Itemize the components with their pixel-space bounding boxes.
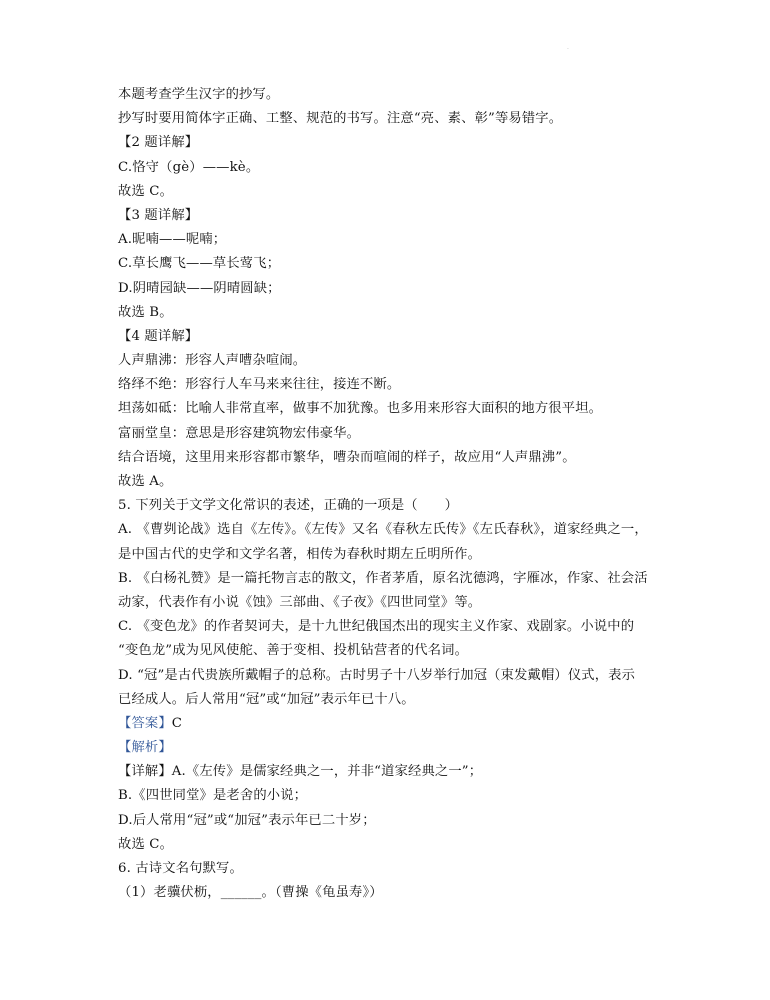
- answer-tag: 【答案】: [118, 715, 172, 731]
- text-line: C.草长鹰飞——草长莺飞；: [118, 256, 281, 272]
- option-c-cont: “变色龙”成为见风使舵、善于变相、投机钻营者的代名词。: [118, 643, 469, 659]
- option-a-cont: 是中国古代的史学和文学名著，相传为春秋时期左丘明所作。: [118, 546, 482, 562]
- text-line: 坦荡如砥：比喻人非常直率，做事不加犹豫。也多用来形容大面积的地方很平坦。: [118, 401, 603, 417]
- text-line: 故选 C。: [118, 183, 174, 199]
- text-line: 【详解】A.《左传》是儒家经典之一，并非“道家经典之一”；: [118, 764, 483, 780]
- option-b-cont: 动家，代表作有小说《蚀》三部曲、《子夜》《四世同堂》等。: [118, 594, 482, 610]
- blank-suffix: 。（曹操《龟虽寿》）: [261, 885, 383, 901]
- option-a: A. 《曹刿论战》选自《左传》。《左传》又名《春秋左氏传》《左氏春秋》，道家经典之一，: [118, 522, 648, 538]
- question-stem: 5. 下列关于文学文化常识的表述，正确的一项是（ ）: [118, 498, 459, 514]
- document-body: [118, 83, 663, 905]
- section-heading: 【2 题详解】: [118, 135, 199, 151]
- question-stem: 6. 古诗文名句默写。: [118, 861, 243, 876]
- text-line: 结合语境，这里用来形容都市繁华，嘈杂而喧闹的样子，故应用“人声鼎沸”。: [118, 449, 576, 465]
- text-line: 富丽堂皇：意思是形容建筑物宏伟豪华。: [118, 425, 361, 441]
- section-heading: 【4 题详解】: [118, 328, 199, 344]
- text-line: 本题考查学生汉字的抄写。: [118, 87, 280, 102]
- text-line: A.昵喃——呢喃；: [118, 232, 227, 248]
- answer-blank: ______: [220, 885, 262, 901]
- analysis-tag: 【解析】: [118, 740, 172, 756]
- option-d-cont: 已经成人。后人常用“冠”或“加冠”表示年已十八。: [118, 691, 415, 707]
- text-line: D.阴晴园缺——阴晴圆缺；: [118, 280, 281, 296]
- text-line: D.后人常用“冠”或“加冠”表示年已二十岁；: [118, 812, 376, 828]
- answer-value: C: [171, 715, 183, 731]
- option-c: C. 《变色龙》的作者契诃夫，是十九世纪俄国杰出的现实主义作家、戏剧家。小说中的: [118, 619, 635, 635]
- text-line: 抄写时要用简体字正确、工整、规范的书写。注意“亮、素、彰”等易错字。: [118, 111, 563, 127]
- fill-blank-line: [118, 881, 663, 905]
- text-line: B.《四世同堂》是老舍的小说；: [118, 788, 308, 804]
- text-line: 故选 C。: [118, 836, 174, 852]
- option-d: D. “冠”是古代贵族所戴帽子的总称。古时男子十八岁举行加冠（束发戴帽）仪式，表示: [118, 667, 636, 683]
- blank-prefix: （1）老骥伏枥，: [118, 885, 221, 901]
- text-line: 络绎不绝：形容行人车马来来往往，接连不断。: [118, 377, 401, 393]
- text-line: 故选 A。: [118, 474, 173, 489]
- corner-mark: .: [567, 44, 569, 51]
- text-line: 人声鼎沸：形容人声嘈杂喧闹。: [118, 353, 307, 369]
- option-b: B. 《白杨礼赞》是一篇托物言志的散文，作者茅盾，原名沈德鸿，字雁冰，作家、社会活: [118, 570, 648, 586]
- text-line: 故选 B。: [118, 304, 173, 320]
- section-heading: 【3 题详解】: [118, 207, 199, 223]
- text-line: C.恪守（gè）——kè。: [118, 159, 260, 175]
- answer-line: [118, 712, 663, 736]
